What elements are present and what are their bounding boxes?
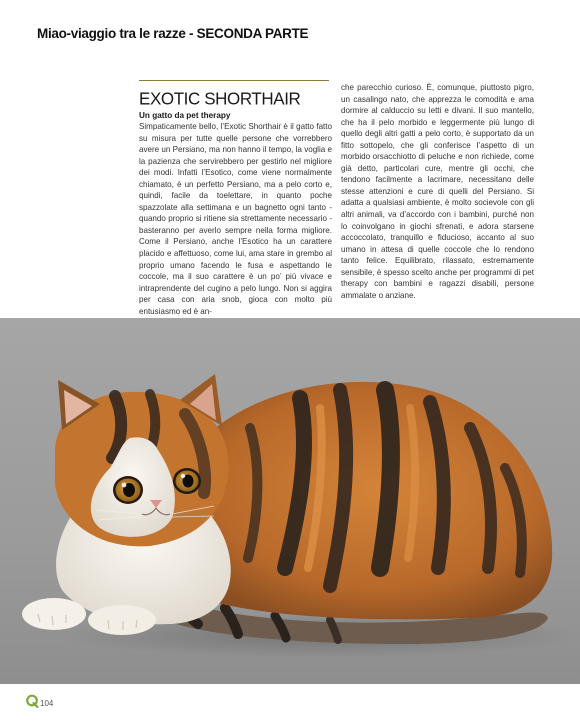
title-rule — [139, 80, 329, 81]
article-title: EXOTIC SHORTHAIR — [139, 88, 301, 109]
article-column-right — [341, 82, 534, 301]
body-text-right: che parecchio curioso. È, comunque, piuttosto pigro, un casalingo nato, che apprezza le comodità e ama dormire al calduccio su letti e divani. Il suo mantello, che ha il pelo morbido e leggermente più lungo di quello degli altri gatti a pelo corto, è supportato da un fitto sottopelo, che gli conferisce l’aspetto di un morbido orsacchiotto di peluche e non richiede, come già detto, particolari cure, mentre gli occhi, che tendono facilmente a lacrimare, necessitano delle stesse attenzioni e cure di quelli del Persiano. Si adatta a qualsiasi ambiente, è molto socievole con gli altri animali, va d’accordo con i bambini, purché non lo coinvolgano in giochi sfrenati, e adora starsene accoccolato, tranquillo e fiducioso, accanto al suo umano in attesa di quelle coccole che lo rendono tanto felice. Equilibrato, rilassato, estremamente sensibile, è spesso scelto anche per programmi di pet therapy con bambini e ragazzi disabili, persone ammalate o anziane. — [341, 83, 534, 300]
cat-illustration — [0, 318, 580, 684]
article-subtitle: Un gatto da pet therapy — [139, 111, 231, 120]
page-folio — [25, 693, 53, 709]
cat-photo — [0, 318, 580, 684]
page-number: 104 — [40, 698, 54, 708]
article-column-left — [139, 88, 332, 317]
q-logo-icon — [25, 694, 39, 708]
body-text-left: Simpaticamente bello, l’Exotic Shorthair è il gatto fatto su misura per tutte quelle persone che vorrebbero avere un Persiano, ma non hanno il tempo, la voglia e la pazienza che servirebbero per gestirlo nel migliore dei modi. Infatti l’Esotico, come viene normalmente chiamato, è un perfetto Persiano, ma a pelo corto e, quindi, facile da toelettare, in quanto poche spazzolate alla settimana e un bagnetto ogni tanto - quando proprio si ritiene sia strettamente necessario - basteranno per averlo sempre nella forma migliore. Come il Persiano, anche l’Esotico ha un carattere placido e affettuoso, come lui, ama stare in grembo al proprio umano facendo le fusa e aspettando le coccole, ma il suo carattere è un po’ più vivace e intraprendente del cugino a pelo lungo. Non si aggira per casa con aria snob, gioca con molto più entusiasmo ed è an- — [139, 122, 332, 316]
running-head: Miao-viaggio tra le razze - SECONDA PARTE — [37, 26, 309, 41]
